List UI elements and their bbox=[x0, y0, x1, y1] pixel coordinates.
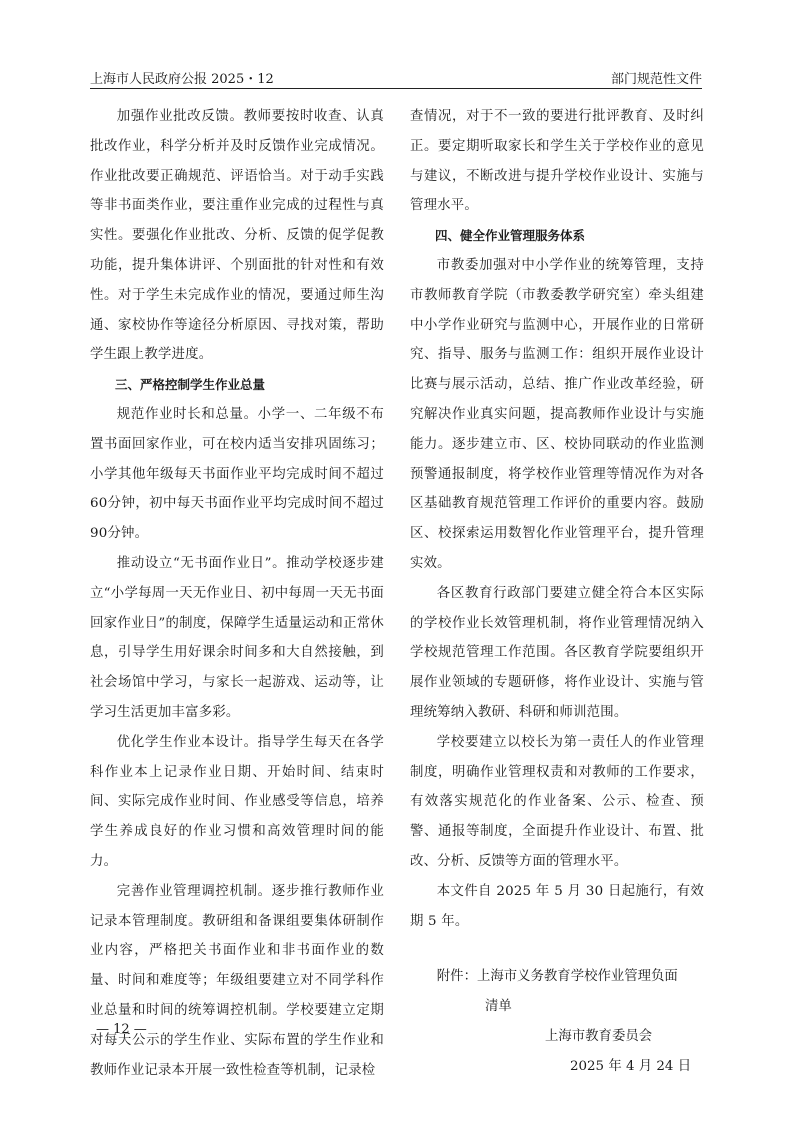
spacer bbox=[410, 936, 704, 962]
paragraph-homework-duration: 规范作业时长和总量。小学一、二年级不布置书面回家作业，可在校内适当安排巩固练习；小学其他年级每天书面作业平均完成时间不超过60分钟，初中每天书面作业平均完成时间不超过90分钟。 bbox=[90, 406, 384, 542]
signature-organization: 上海市教育委员会 bbox=[545, 1028, 653, 1044]
page-number: — 12 — bbox=[96, 1022, 147, 1037]
header-publication-title: 上海市人民政府公报 2025・12 bbox=[90, 72, 274, 87]
paragraph-no-homework-day: 推动设立“无书面作业日”。推动学校逐步建立“小学每周一天无作业日、初中每周一天无书面回家作业日”的制度，保障学生适量运动和正常休息，引导学生用好课余时间多和大自然接触，到社会场馆中学习，与家长一起游戏、运动等，让学习生活更加丰富多彩。 bbox=[90, 555, 384, 720]
paragraph-homework-feedback: 加强作业批改反馈。教师要按时收查、认真批改作业，科学分析并及时反馈作业完成情况。作业批改要正确规范、评语恰当。对于动手实践等非书面类作业，要注重作业完成的过程性与真实性。要强化作业批改、分析、反馈的促学促教功能，提升集体讲评、个别面批的针对性和有效性。对于学生未完成作业的情况，要通过师生沟通、家校协作等途径分析原因、寻找对策，帮助学生跟上教学进度。 bbox=[90, 109, 384, 363]
paragraph-homework-book: 优化学生作业本设计。指导学生每天在各学科作业本上记录作业日期、开始时间、结束时间、实际完成作业时间、作业感受等信息，培养学生养成良好的作业习惯和高效管理时间的能力。 bbox=[90, 734, 384, 869]
paragraph-school-management: 学校要建立以校长为第一责任人的作业管理制度，明确作业管理权责和对教师的工作要求，有效落实规范化的作业备案、公示、检查、预警、通报等制度，全面提升作业设计、布置、批改、分析、反馈等方面的管理水平。 bbox=[410, 734, 704, 869]
header-divider bbox=[90, 88, 702, 89]
paragraph-continued: 查情况，对于不一致的要进行批评教育、及时纠正。要定期听取家长和学生关于学校作业的意见与建议，不断改进与提升学校作业设计、实施与管理水平。 bbox=[410, 109, 704, 214]
paragraph-effective-date: 本文件自 2025 年 5 月 30 日起施行，有效期 5 年。 bbox=[410, 883, 704, 929]
left-column bbox=[90, 102, 384, 1085]
header-section-title: 部门规范性文件 bbox=[610, 72, 702, 87]
section-heading-3: 三、严格控制学生作业总量 bbox=[115, 377, 266, 393]
paragraph-city-management: 市教委加强对中小学作业的统筹管理，支持市教师教育学院（市教委教学研究室）牵头组建中小学作业研究与监测中心，开展作业的日常研究、指导、服务与监测工作：组织开展作业设计比赛与展示活动，总结、推广作业改革经验，研究解决作业真实问题，提高教师作业设计与实施能力。逐步建立市、区、校协同联动的作业监测预警通报制度，将学校作业管理等情况作为对各区基础教育规范管理工作评价的重要内容。鼓励区、校探索运用数智化作业管理平台，提升管理实效。 bbox=[410, 257, 704, 571]
section-heading-4: 四、健全作业管理服务体系 bbox=[435, 228, 586, 244]
right-column bbox=[410, 102, 704, 1082]
paragraph-homework-control: 完善作业管理调控机制。逐步推行教师作业记录本管理制度。教研组和备课组要集体研制作业内容，严格把关书面作业和非书面作业的数量、时间和难度等；年级组要建立对不同学科作业总量和时间的统筹调控机制。学校要建立定期对每天公示的学生作业、实际布置的学生作业和教师作业记录本开展一致性检查等机制，记录检 bbox=[90, 883, 384, 1078]
attachment-line-1: 附件：上海市义务教育学校作业管理负面 bbox=[436, 969, 678, 985]
attachment-note bbox=[410, 962, 704, 1022]
attachment-line-2: 清单 bbox=[485, 999, 512, 1015]
paragraph-district-management: 各区教育行政部门要建立健全符合本区实际的学校作业长效管理机制，将作业管理情况纳入学校规范管理工作范围。各区教育学院要组织开展作业领域的专题研修，将作业设计、实施与管理统筹纳入教研、科研和师训范围。 bbox=[410, 585, 704, 720]
signature-date: 2025 年 4 月 24 日 bbox=[570, 1058, 692, 1074]
page-header bbox=[90, 66, 702, 88]
